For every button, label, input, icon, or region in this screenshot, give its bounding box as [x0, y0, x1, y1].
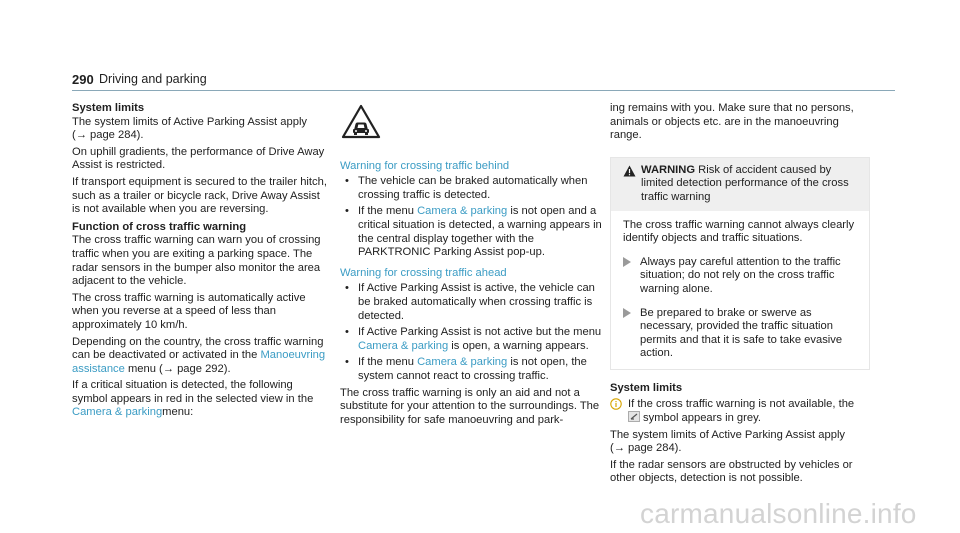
warning-box: [610, 157, 870, 370]
warning-heading-text: Risk of accident caused by limited detection performance of the cross traffic warning: [641, 163, 849, 203]
watermark: carmanualsonline.info: [640, 498, 917, 529]
paragraph: The cross traffic warning is only an aid and not a substitute for your attention to the surroundings. The responsibility for safe manoeuvring and park-: [340, 386, 600, 426]
grey-sensor-symbol-icon: [628, 411, 640, 422]
paragraph: ing remains with you. Make sure that no persons, animals or objects etc. are in the manoeuvring range.: [610, 102, 854, 142]
header-divider: [72, 90, 895, 91]
arrow-right-icon: [623, 308, 631, 318]
column-middle: [340, 102, 602, 430]
bullet-list: [340, 175, 602, 260]
list-item: • The vehicle can be braked automatically when crossing traffic is detected.: [340, 175, 602, 202]
list-item: • If Active Parking Assist is not active but the menu Camera & parking is open, a warning appears.: [340, 326, 602, 353]
heading-warning-ahead: Warning for crossing traffic ahead: [340, 266, 507, 279]
warning-instruction: Always pay careful attention to the traffic situation; do not rely on the cross traffic warning alone.: [623, 256, 859, 297]
paragraph: If the radar sensors are obstructed by vehicles or other objects, detection is not possible.: [610, 458, 853, 485]
warning-body: [611, 211, 869, 369]
camera-parking-link[interactable]: Camera & parking: [72, 406, 163, 419]
column-right: [610, 102, 870, 489]
camera-parking-link[interactable]: Camera & parking: [417, 205, 508, 218]
warning-label: WARNING: [641, 163, 696, 176]
page-header: [72, 72, 895, 92]
manoeuvring-assistance-link[interactable]: Manoeuvring assistance: [72, 349, 326, 375]
warning-triangle-icon: [623, 165, 636, 177]
warning-instruction: Be prepared to brake or swerve as necessary, provided the traffic situation permits and that it is safe to take evasive action.: [623, 307, 859, 361]
chapter-title: Driving and parking: [99, 72, 207, 86]
bullet-list: [340, 282, 602, 383]
heading-warning-behind: Warning for crossing traffic behind: [340, 159, 510, 172]
info-icon: [610, 398, 622, 410]
list-item: • If the menu Camera & parking is not open and a critical situation is detected, a warning appears in the central display together with the PARKTRONIC Parking Assist pop-up.: [340, 205, 602, 259]
info-note: If the cross traffic warning is not available, the symbol appears in grey.: [610, 398, 870, 426]
paragraph: The system limits of Active Parking Assist apply (→ page 284).: [72, 115, 308, 142]
section-heading-system-limits: System limits: [72, 102, 145, 114]
camera-parking-link[interactable]: Camera & parking: [417, 356, 508, 369]
paragraph: If transport equipment is secured to the trailer hitch, such as a trailer or bicycle rack, Drive Away Assist is not available when you are reversing.: [72, 175, 327, 216]
warning-text: The cross traffic warning cannot always clearly identify objects and traffic situations.: [623, 218, 855, 245]
section-heading-cross-traffic: Function of cross traffic warning: [72, 220, 247, 233]
paragraph: If a critical situation is detected, the following symbol appears in red in the selected view in the Camera & parkingmenu:: [72, 379, 314, 419]
list-item: • If the menu Camera & parking is not open, the system cannot react to crossing traffic.: [340, 356, 602, 383]
paragraph: The system limits of Active Parking Assist apply (→ page 284).: [610, 428, 846, 455]
paragraph: The cross traffic warning is automatically active when you reverse at a speed of less than approximately 10 km/h.: [72, 291, 306, 331]
warning-header: [611, 158, 869, 211]
camera-parking-link[interactable]: Camera & parking: [358, 339, 449, 352]
section-heading-system-limits: System limits: [610, 381, 683, 394]
paragraph: The cross traffic warning can warn you of crossing traffic when you are exiting a parking space. The radar sensors in the bumper also monitor the area adjacent to the vehicle.: [72, 234, 321, 288]
cross-traffic-car-icon: [341, 104, 381, 140]
paragraph: On uphill gradients, the performance of Drive Away Assist is restricted.: [72, 145, 325, 172]
list-item: • If Active Parking Assist is active, the vehicle can be braked automatically when crossing traffic is detected.: [340, 282, 602, 323]
page-number: 290: [72, 72, 94, 87]
paragraph: Depending on the country, the cross traffic warning can be deactivated or activated in the Manoeuvring assistance menu (→ page 292).: [72, 335, 326, 375]
column-left: [72, 102, 328, 423]
arrow-right-icon: [623, 257, 631, 267]
